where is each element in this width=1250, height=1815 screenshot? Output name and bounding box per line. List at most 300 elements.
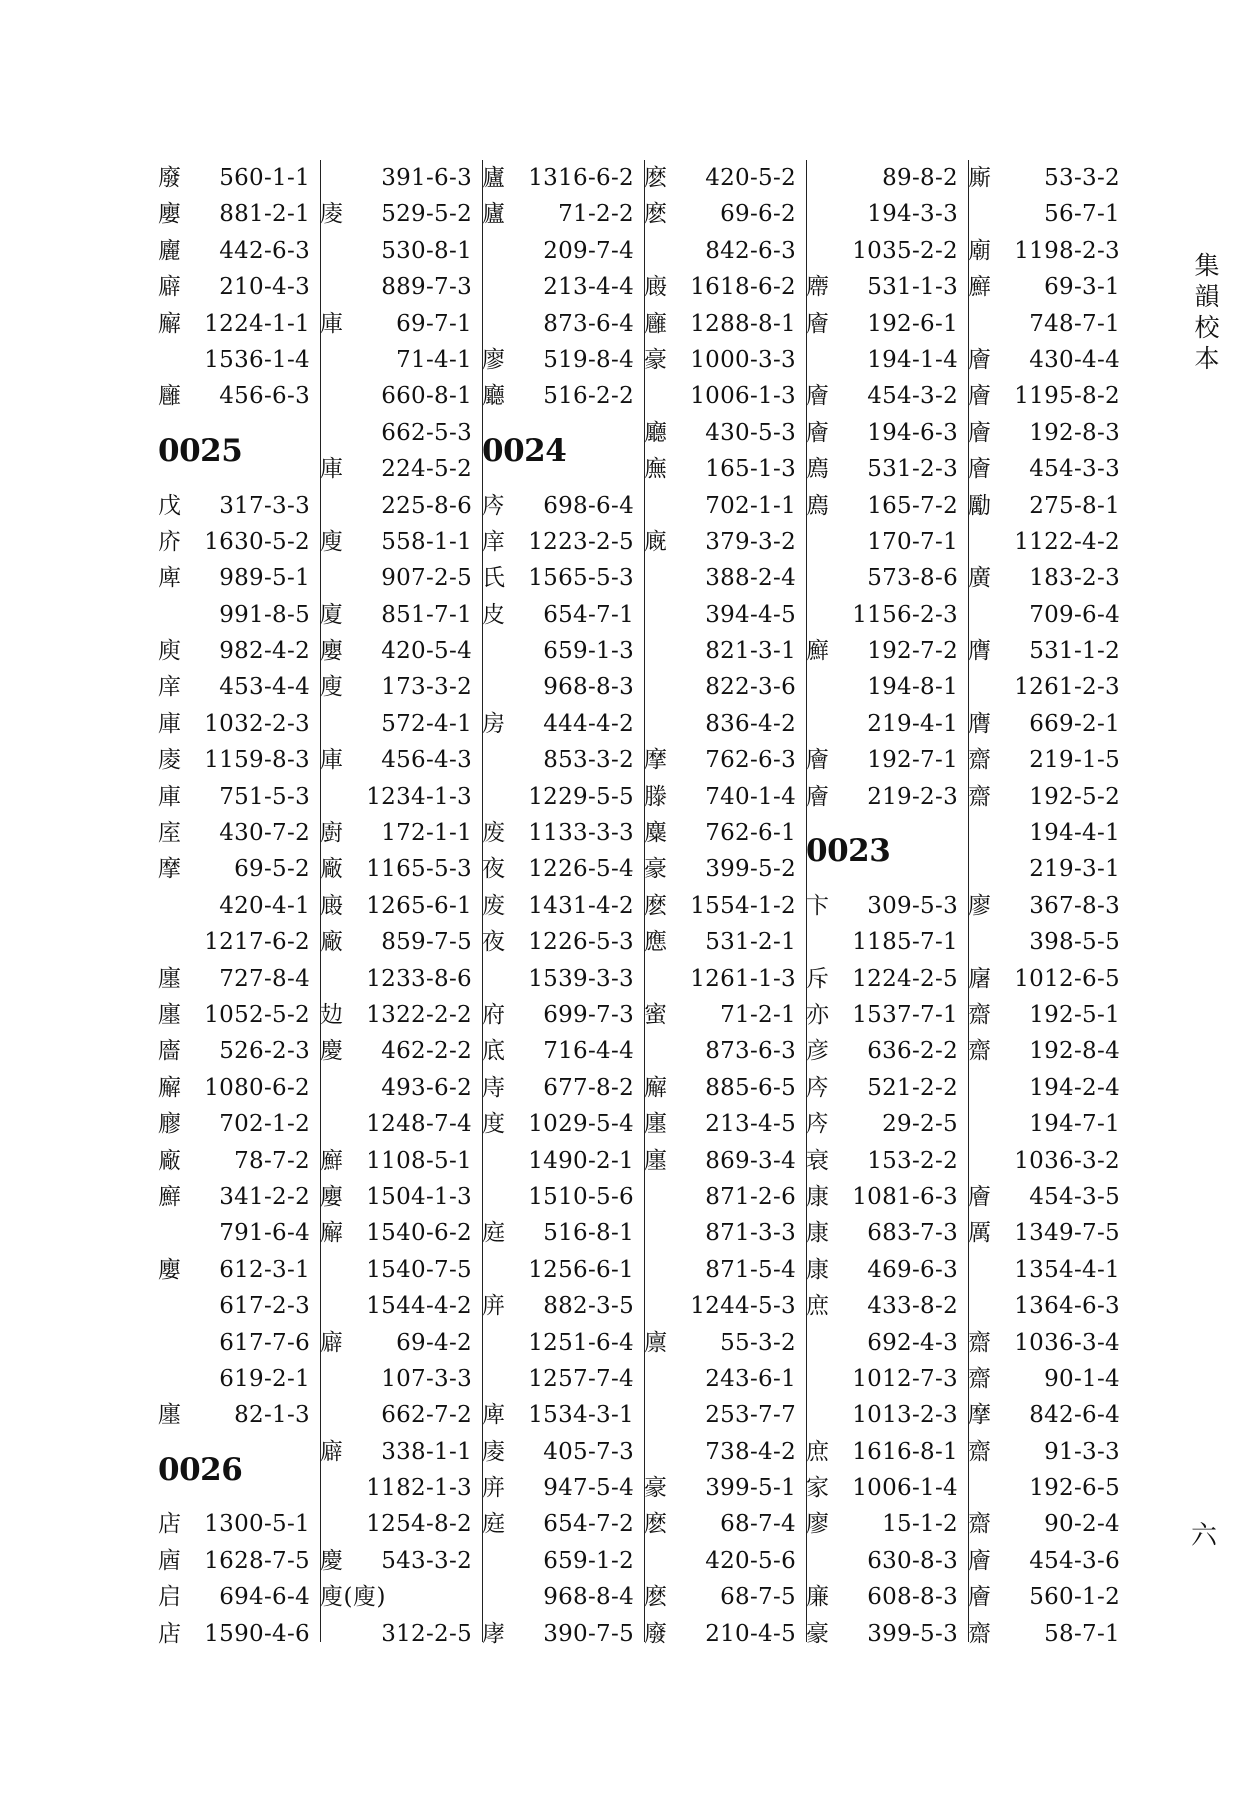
- entry-reference: 853-3-2: [543, 747, 634, 774]
- entry-reference: 90-2-4: [1044, 1511, 1120, 1538]
- entry-reference: 1229-5-5: [528, 783, 634, 810]
- entry-reference: 1256-6-1: [528, 1256, 634, 1283]
- entry-reference: 529-5-2: [381, 201, 472, 228]
- entry-character: 廮: [320, 638, 343, 665]
- index-entry: [806, 269, 968, 305]
- index-entry: [806, 560, 968, 596]
- index-entry: [644, 997, 806, 1033]
- entry-reference: 192-8-4: [1029, 1038, 1120, 1065]
- entry-character: 店: [158, 1511, 181, 1538]
- entry-reference: 617-7-6: [219, 1329, 310, 1356]
- entry-character: 庫: [320, 456, 343, 483]
- entry-reference: 1616-8-1: [852, 1438, 958, 1465]
- entry-reference: 194-1-4: [867, 346, 958, 373]
- entry-character: 豪: [644, 1475, 667, 1502]
- entry-character: 廬: [482, 201, 505, 228]
- entry-reference: 1349-7-5: [1014, 1220, 1120, 1247]
- index-entry: [806, 1215, 968, 1251]
- entry-reference: 430-4-4: [1029, 346, 1120, 373]
- entry-character: 廯: [968, 274, 991, 301]
- entry-reference: 530-8-1: [381, 237, 472, 264]
- index-entry: [968, 1143, 1130, 1179]
- entry-reference: 454-3-5: [1029, 1183, 1120, 1210]
- entry-reference: 1012-7-3: [852, 1365, 958, 1392]
- index-entry: [968, 1543, 1130, 1579]
- entry-reference: 1000-3-3: [690, 346, 796, 373]
- index-entry: [806, 1288, 968, 1324]
- entry-reference: 469-6-3: [867, 1256, 958, 1283]
- entry-reference: 822-3-6: [705, 674, 796, 701]
- index-entry: [158, 1616, 320, 1652]
- index-entry: [806, 415, 968, 451]
- index-entry: [806, 1579, 968, 1615]
- index-entry: [644, 669, 806, 705]
- entry-reference: 791-6-4: [219, 1220, 310, 1247]
- entry-character: 廱: [158, 383, 181, 410]
- index-entry: [644, 742, 806, 778]
- entry-character: 廢: [644, 1620, 667, 1647]
- entry-reference: 1159-8-3: [204, 747, 310, 774]
- index-entry: [158, 1033, 320, 1069]
- index-entry: [158, 888, 320, 924]
- entry-reference: 420-5-2: [705, 165, 796, 191]
- index-entry: [806, 196, 968, 232]
- entry-character: 庮: [158, 1547, 181, 1574]
- entry-reference: 58-7-1: [1044, 1620, 1120, 1647]
- entry-reference: 1354-4-1: [1014, 1256, 1120, 1283]
- entry-character: 庎: [158, 528, 181, 555]
- entry-reference: 317-3-3: [219, 492, 310, 519]
- index-entry: [158, 779, 320, 815]
- entry-reference: 1012-6-5: [1014, 965, 1120, 992]
- entry-character: 康: [806, 1256, 829, 1283]
- section-code: 0025: [158, 432, 243, 469]
- entry-reference: 53-3-2: [1044, 165, 1120, 191]
- entry-reference: 69-7-1: [396, 310, 472, 337]
- entry-reference: 871-2-6: [705, 1183, 796, 1210]
- entry-reference: 68-7-5: [720, 1584, 796, 1611]
- index-entry: [320, 742, 482, 778]
- index-entry: [320, 1397, 482, 1433]
- entry-reference: 1226-5-3: [528, 929, 634, 956]
- index-entry: [644, 1543, 806, 1579]
- entry-reference: 560-1-2: [1029, 1584, 1120, 1611]
- index-entry: [320, 196, 482, 232]
- index-entry: [806, 1434, 968, 1470]
- index-entry: [320, 851, 482, 887]
- index-entry: [482, 1143, 644, 1179]
- entry-reference: 871-5-4: [705, 1256, 796, 1283]
- entry-character: 麽: [644, 165, 667, 191]
- index-entry: [320, 961, 482, 997]
- index-entry: [644, 1033, 806, 1069]
- index-entry: [644, 1579, 806, 1615]
- entry-character: 庶: [806, 1438, 829, 1465]
- index-entry: [968, 1506, 1130, 1542]
- entry-character: 齋: [968, 1511, 991, 1538]
- entry-reference: 379-3-2: [705, 528, 796, 555]
- entry-reference: 692-4-3: [867, 1329, 958, 1356]
- entry-character: 豪: [644, 346, 667, 373]
- index-entry: [482, 1106, 644, 1142]
- entry-reference: 55-3-2: [720, 1329, 796, 1356]
- entry-reference: 762-6-1: [705, 820, 796, 847]
- index-entry: [644, 924, 806, 960]
- index-entry: [806, 1143, 968, 1179]
- entry-character: 庨: [482, 1620, 505, 1647]
- entry-reference: 367-8-3: [1029, 892, 1120, 919]
- index-entry: [644, 779, 806, 815]
- entry-character: 庭: [482, 1220, 505, 1247]
- entry-reference: 1431-4-2: [528, 892, 634, 919]
- index-entry: [968, 415, 1130, 451]
- entry-reference: 1300-5-1: [204, 1511, 310, 1538]
- entry-character: 廌: [806, 492, 829, 519]
- entry-reference: 454-3-6: [1029, 1547, 1120, 1574]
- entry-character: 廯: [320, 1147, 343, 1174]
- entry-character: 廨: [158, 310, 181, 337]
- index-entry: [644, 961, 806, 997]
- book-title: 集韻校本: [1194, 251, 1220, 373]
- entry-reference: 68-7-4: [720, 1511, 796, 1538]
- index-entry: [158, 997, 320, 1033]
- index-entry: [320, 924, 482, 960]
- entry-reference: 1052-5-2: [204, 1002, 310, 1028]
- index-entry: [644, 1252, 806, 1288]
- index-entry: [644, 524, 806, 560]
- entry-character: 庳: [158, 565, 181, 592]
- index-entry: [158, 1179, 320, 1215]
- index-entry: [968, 1215, 1130, 1251]
- entry-reference: 420-4-1: [219, 892, 310, 919]
- index-entry: [968, 706, 1130, 742]
- index-entry: [806, 451, 968, 487]
- entry-reference: 309-5-3: [867, 892, 958, 919]
- index-entry: [158, 924, 320, 960]
- entry-reference: 1032-2-3: [204, 710, 310, 737]
- index-entry: [320, 1215, 482, 1251]
- index-entry: [320, 633, 482, 669]
- entry-character: 庭: [482, 1511, 505, 1538]
- entry-character: 廠: [320, 856, 343, 883]
- entry-reference: 1195-8-2: [1014, 383, 1120, 410]
- entry-character: 齋: [968, 1001, 991, 1028]
- entry-reference: 516-2-2: [543, 383, 634, 410]
- index-entry: [482, 1470, 644, 1506]
- index-entry: [806, 779, 968, 815]
- entry-reference: 1254-8-2: [366, 1511, 472, 1538]
- index-entry: [482, 924, 644, 960]
- index-entry: [320, 1506, 482, 1542]
- entry-character: 廯: [158, 1183, 181, 1210]
- entry-reference: 194-6-3: [867, 419, 958, 446]
- entry-reference: 170-7-1: [867, 528, 958, 555]
- entry-character: 廥: [806, 783, 829, 810]
- entry-reference: 153-2-2: [867, 1147, 958, 1174]
- entry-reference: 1156-2-3: [852, 601, 958, 628]
- entry-reference: 1537-7-1: [852, 1002, 958, 1028]
- entry-character: 庳: [482, 1402, 505, 1429]
- index-entry: [968, 1325, 1130, 1361]
- entry-reference: 1226-5-4: [528, 856, 634, 883]
- entry-character: 滕: [644, 783, 667, 810]
- index-entry: [482, 888, 644, 924]
- index-entry: [968, 1579, 1130, 1615]
- index-entry: [320, 1252, 482, 1288]
- entry-reference: 660-8-1: [381, 383, 472, 410]
- entry-character: 廖: [968, 892, 991, 919]
- entry-reference: 390-7-5: [543, 1620, 634, 1647]
- entry-character: 亦: [806, 1002, 829, 1028]
- entry-reference: 859-7-5: [381, 929, 472, 956]
- section-code: 0024: [482, 432, 567, 469]
- entry-character: 庶: [806, 1293, 829, 1320]
- index-entry: [158, 1252, 320, 1288]
- index-entry: [968, 1033, 1130, 1069]
- entry-character: 庰: [482, 1475, 505, 1502]
- index-entry: [644, 415, 806, 451]
- entry-reference: 1630-5-2: [204, 528, 310, 555]
- index-entry: [320, 306, 482, 342]
- entry-reference: 885-6-5: [705, 1074, 796, 1101]
- entry-character: 廲: [158, 237, 181, 264]
- entry-reference: 619-2-1: [219, 1365, 310, 1392]
- index-entry: [320, 779, 482, 815]
- index-entry: [158, 669, 320, 705]
- entry-character: 康: [806, 1183, 829, 1210]
- index-entry: [482, 633, 644, 669]
- index-entry: [644, 1215, 806, 1251]
- entry-reference: 617-2-3: [219, 1293, 310, 1320]
- entry-character: 庠: [158, 674, 181, 701]
- entry-reference: 173-3-2: [381, 674, 472, 701]
- entry-character: 廋: [320, 674, 343, 701]
- index-entry: [644, 706, 806, 742]
- index-entry: [806, 669, 968, 705]
- index-entry: [320, 1106, 482, 1142]
- index-entry: [320, 1616, 482, 1652]
- index-entry: [482, 342, 644, 378]
- index-entry: [158, 306, 320, 342]
- index-entry: [320, 669, 482, 705]
- entry-reference: 531-2-1: [705, 929, 796, 956]
- entry-reference: 842-6-4: [1029, 1402, 1120, 1429]
- entry-reference: 69-4-2: [396, 1329, 472, 1356]
- entry-reference: 662-5-3: [381, 419, 472, 446]
- index-entry: [482, 1434, 644, 1470]
- index-entry: [644, 1106, 806, 1142]
- index-entry: [806, 597, 968, 633]
- entry-character: 齋: [968, 783, 991, 810]
- entry-reference: 399-5-3: [867, 1620, 958, 1647]
- entry-character: 卞: [806, 892, 829, 919]
- index-entry: [320, 1325, 482, 1361]
- entry-reference: 82-1-3: [234, 1402, 310, 1429]
- entry-reference: 709-6-4: [1029, 601, 1120, 628]
- entry-character: 廡: [644, 456, 667, 483]
- entry-reference: 1618-6-2: [690, 274, 796, 301]
- entry-reference: 1081-6-3: [852, 1183, 958, 1210]
- entry-reference: 1035-2-2: [852, 237, 958, 264]
- entry-reference: 1006-1-3: [690, 383, 796, 410]
- index-entry: [968, 669, 1130, 705]
- entry-character: 庈: [806, 1111, 829, 1138]
- entry-reference: 521-2-2: [867, 1074, 958, 1101]
- index-entry: [320, 451, 482, 487]
- entry-character: 攰: [320, 1001, 343, 1028]
- index-entry: [644, 342, 806, 378]
- index-entry: [158, 378, 320, 414]
- index-entry: [806, 1506, 968, 1542]
- entry-character: 廬: [482, 165, 505, 191]
- index-entry: [320, 888, 482, 924]
- entry-character: 廥: [968, 383, 991, 410]
- entry-reference: 836-4-2: [705, 710, 796, 737]
- index-entry: [320, 378, 482, 414]
- index-entry: [482, 233, 644, 269]
- entry-reference: 394-4-5: [705, 601, 796, 628]
- entry-character: 房: [482, 710, 505, 737]
- section-code: 0026: [158, 1451, 243, 1488]
- entry-character: 廥: [968, 456, 991, 483]
- entry-reference: 572-4-1: [381, 710, 472, 737]
- entry-character: 廠: [320, 929, 343, 956]
- entry-character: 皮: [482, 601, 505, 628]
- index-entry: [158, 160, 320, 196]
- entry-reference: 889-7-3: [381, 274, 472, 301]
- entry-character: 廐: [644, 528, 667, 555]
- index-entry: [320, 1543, 482, 1579]
- entry-reference: 165-1-3: [705, 456, 796, 483]
- index-entry: [968, 160, 1130, 196]
- index-entry: [320, 342, 482, 378]
- entry-reference: 1165-5-3: [366, 856, 472, 883]
- index-entry: [644, 633, 806, 669]
- entry-reference: 454-3-2: [867, 383, 958, 410]
- entry-character: 厲: [968, 1220, 991, 1247]
- index-entry: [158, 524, 320, 560]
- index-entry: [482, 815, 644, 851]
- entry-reference: 493-6-2: [381, 1074, 472, 1101]
- entry-character: 廦: [320, 1329, 343, 1356]
- entry-character: 齋: [968, 747, 991, 774]
- entry-reference: 881-2-1: [219, 201, 310, 228]
- index-entry: [320, 560, 482, 596]
- entry-character: 廥: [806, 419, 829, 446]
- index-entry: [968, 1252, 1130, 1288]
- index-entry: [482, 1506, 644, 1542]
- index-entry: [482, 1397, 644, 1433]
- index-entry: [320, 1470, 482, 1506]
- index-entry: [644, 378, 806, 414]
- entry-character: 廥: [806, 383, 829, 410]
- index-entry: [806, 1543, 968, 1579]
- entry-character: 廥: [806, 310, 829, 337]
- index-entry: [806, 378, 968, 414]
- index-entry: [158, 1288, 320, 1324]
- entry-reference: 391-6-3: [381, 165, 472, 191]
- entry-character: 廠: [158, 1147, 181, 1174]
- entry-character: 夜: [482, 929, 505, 956]
- entry-reference: 399-5-2: [705, 856, 796, 883]
- index-entry: [320, 233, 482, 269]
- index-entry: [482, 378, 644, 414]
- entry-reference: 405-7-3: [543, 1438, 634, 1465]
- entry-reference: 192-6-1: [867, 310, 958, 337]
- entry-character: 廄: [320, 892, 343, 919]
- entry-reference: 1322-2-2: [366, 1001, 472, 1028]
- entry-reference: 659-1-3: [543, 638, 634, 665]
- index-column: [644, 160, 807, 1647]
- entry-character: 庱: [158, 747, 181, 774]
- index-entry: [644, 815, 806, 851]
- index-entry: [320, 1434, 482, 1470]
- index-entry: [644, 1397, 806, 1433]
- entry-character: 廗: [806, 274, 829, 301]
- entry-character: 廉: [806, 1584, 829, 1611]
- entry-character: 斥: [806, 965, 829, 992]
- entry-character: 庈: [482, 492, 505, 519]
- entry-character: 廈: [320, 601, 343, 628]
- entry-reference: 947-5-4: [543, 1475, 634, 1502]
- entry-reference: 15-1-2: [882, 1511, 958, 1538]
- index-entry: [968, 1616, 1130, 1652]
- index-entry: [158, 269, 320, 305]
- index-entry: [644, 451, 806, 487]
- entry-character: 廛: [158, 965, 181, 992]
- entry-reference: 165-7-2: [867, 492, 958, 519]
- entry-reference: 516-8-1: [543, 1220, 634, 1247]
- entry-character: 廟: [968, 237, 991, 264]
- index-entry: [482, 1288, 644, 1324]
- entry-character: 廮: [158, 1256, 181, 1283]
- entry-reference: 1540-7-5: [366, 1256, 472, 1283]
- entry-character: 麽: [644, 1584, 667, 1611]
- entry-character: 廥: [806, 747, 829, 774]
- index-entry: [158, 1397, 320, 1433]
- entry-character: 廧: [158, 1038, 181, 1065]
- index-entry: [158, 633, 320, 669]
- index-entry: [968, 233, 1130, 269]
- entry-reference: 430-7-2: [219, 820, 310, 847]
- entry-character: 廣: [968, 565, 991, 592]
- index-entry: [320, 415, 482, 451]
- entry-reference: 1251-6-4: [528, 1329, 634, 1356]
- index-entry: [806, 924, 968, 960]
- index-entry: [968, 524, 1130, 560]
- entry-reference: 1628-7-5: [204, 1547, 310, 1574]
- entry-reference: 456-4-3: [381, 747, 472, 774]
- entry-character: 夜: [482, 856, 505, 883]
- index-entry: [806, 1179, 968, 1215]
- entry-reference: 748-7-1: [1029, 310, 1120, 337]
- entry-character: 廄: [644, 274, 667, 301]
- entry-character: 府: [482, 1002, 505, 1028]
- entry-reference: 519-8-4: [543, 346, 634, 373]
- entry-reference: 90-1-4: [1044, 1365, 1120, 1392]
- entry-character: 廌: [806, 456, 829, 483]
- index-entry: [806, 488, 968, 524]
- entry-character: 麽: [644, 1511, 667, 1538]
- entry-character: 慶: [320, 1038, 343, 1065]
- index-entry: [968, 815, 1130, 851]
- entry-character: 麽: [644, 892, 667, 919]
- index-entry: [320, 1361, 482, 1397]
- entry-reference: 531-1-2: [1029, 638, 1120, 665]
- index-entry: [320, 1179, 482, 1215]
- entry-reference: 751-5-3: [219, 783, 310, 810]
- entry-reference: 1036-3-2: [1014, 1147, 1120, 1174]
